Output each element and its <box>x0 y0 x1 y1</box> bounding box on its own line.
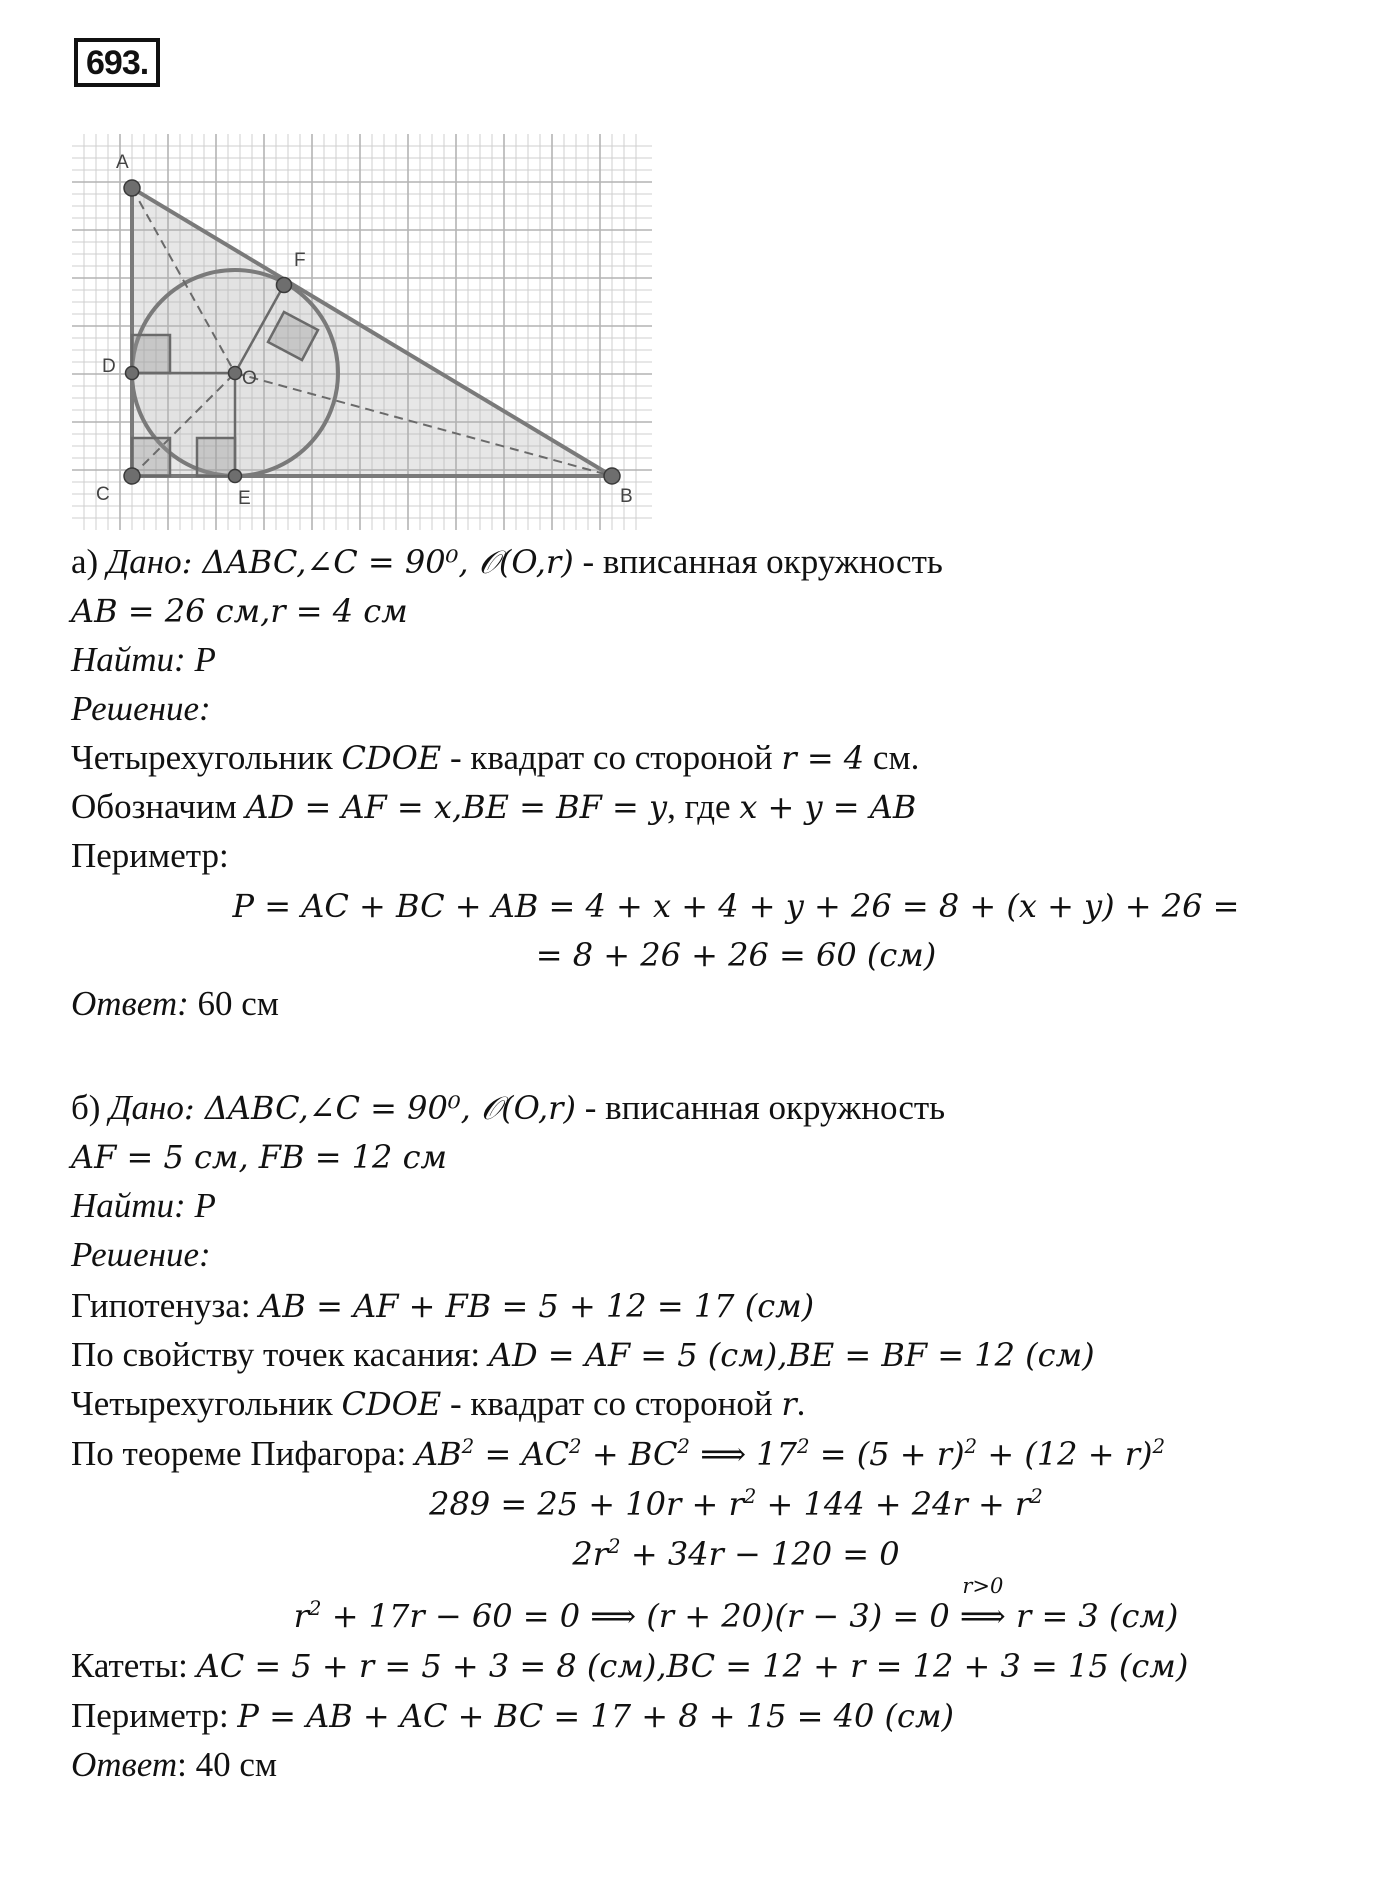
part-b-pythagoras <box>71 1432 1165 1476</box>
given-label: Дано <box>106 542 182 581</box>
part-b-find: Найти: P <box>71 1186 216 1225</box>
point-a <box>124 180 140 196</box>
answer-value: 60 см <box>188 984 279 1023</box>
answer-label: Ответ <box>71 1745 178 1784</box>
pyth-f: + (12 + r) <box>977 1435 1153 1473</box>
part-a-perimeter-label: Периметр: <box>71 836 229 875</box>
per-math: P = AB + AC + BC = 17 + 8 + 15 = 40 (см) <box>237 1697 954 1735</box>
implies-arrow: ⟹ <box>959 1597 1006 1635</box>
quad-text: Четырехугольник <box>71 1384 342 1423</box>
line2-math2: x + y = AB <box>739 788 917 826</box>
pyth-a: AB <box>415 1435 462 1473</box>
part-b-data: AF = 5 см, FB = 12 см <box>71 1138 448 1176</box>
part-b-hypotenuse <box>71 1284 814 1328</box>
label-a: A <box>116 152 129 173</box>
line1-math2: r = 4 <box>781 739 865 777</box>
tangent-text: По свойству точек касания: <box>71 1335 489 1374</box>
given-math: : ΔABC,∠C = 90⁰, 𝒪(O,r) <box>183 1089 576 1127</box>
condition: r>0 <box>962 1574 1004 1598</box>
part-b-eq1 <box>71 1482 1400 1526</box>
line1-end: см. <box>864 738 920 777</box>
answer-value: : 40 см <box>177 1745 278 1784</box>
legs-text: Катеты: <box>71 1646 197 1685</box>
part-a-formula2: = 8 + 26 + 26 = 60 (см) <box>535 936 937 974</box>
line1-rest: - квадрат со стороной <box>441 738 782 777</box>
point-f <box>277 278 292 293</box>
problem-number: 693. <box>74 38 160 87</box>
part-b-eq2 <box>71 1532 1400 1576</box>
line2-text: Обозначим <box>71 787 246 826</box>
pyth-d: ⟹ 17 <box>690 1435 797 1473</box>
point-o <box>229 367 242 380</box>
given-math: : ΔABC,∠C = 90⁰, 𝒪(O,r) <box>181 543 574 581</box>
exp: 2 <box>796 1435 810 1459</box>
part-b-legs <box>71 1644 1188 1688</box>
part-a-prefix: а) <box>71 542 107 581</box>
label-o: O <box>242 368 257 389</box>
part-a-find: Найти: P <box>71 640 216 679</box>
line1-text: Четырехугольник <box>71 738 342 777</box>
answer-label: Ответ: <box>71 984 189 1023</box>
part-a-formula1: P = AC + BC + AB = 4 + x + 4 + y + 26 = 8 + (x + y) + 26 = <box>232 887 1240 925</box>
given-label: Дано <box>109 1088 184 1127</box>
line1-math: CDOE <box>341 739 442 777</box>
tangent-math: AD = AF = 5 (см),BE = BF = 12 (см) <box>488 1336 1095 1374</box>
quad-end: . <box>796 1384 806 1423</box>
part-b-answer <box>71 1743 277 1787</box>
exp: 2 <box>608 1535 621 1559</box>
pyth-e: = (5 + r) <box>809 1435 965 1473</box>
part-b-tangent <box>71 1333 1095 1377</box>
label-c: C <box>96 484 110 505</box>
pyth-math <box>415 1435 1165 1473</box>
eq1-a: 289 = 25 + 10r + r <box>429 1485 744 1523</box>
legs-math: AC = 5 + r = 5 + 3 = 8 (см),BC = 12 + r = 12 + 3 = 15 (см) <box>196 1647 1189 1685</box>
pyth-c: + BC <box>581 1435 678 1473</box>
exp: 2 <box>743 1485 757 1509</box>
exp: 2 <box>677 1435 691 1459</box>
part-a-data: AB = 26 см,r = 4 см <box>71 592 408 630</box>
label-d: D <box>102 356 116 377</box>
quad-math: CDOE <box>341 1385 442 1423</box>
implies-with-condition <box>959 1574 1006 1638</box>
part-a-given <box>71 540 943 584</box>
part-a-line1 <box>71 736 919 780</box>
part-b-solution-label: Решение: <box>71 1235 211 1274</box>
eq3-a: r <box>293 1597 309 1635</box>
part-b-quad <box>71 1382 805 1426</box>
eq2-a: 2r <box>572 1535 609 1573</box>
exp: 2 <box>1030 1485 1043 1509</box>
hyp-math: AB = AF + FB = 5 + 12 = 17 (см) <box>259 1287 815 1325</box>
part-a-line2 <box>71 785 916 829</box>
part-b-perimeter <box>71 1694 954 1738</box>
label-b: B <box>620 486 633 507</box>
label-e: E <box>238 488 251 509</box>
per-text: Периметр: <box>71 1696 238 1735</box>
part-b-given <box>71 1086 945 1130</box>
point-e <box>229 470 242 483</box>
quad-math2: r <box>781 1385 797 1423</box>
eq3-c: r = 3 (см) <box>1005 1597 1179 1635</box>
eq3-b: + 17r − 60 = 0 ⟹ (r + 20)(r − 3) = 0 <box>321 1597 960 1635</box>
given-text: - вписанная окружность <box>573 542 943 581</box>
label-f: F <box>294 250 306 271</box>
part-b-prefix: б) <box>71 1088 110 1127</box>
line2-math: AD = AF = x,BE = BF = y <box>245 788 668 826</box>
part-a-solution-label: Решение: <box>71 689 211 728</box>
hyp-text: Гипотенуза: <box>71 1286 260 1325</box>
point-c <box>124 468 140 484</box>
eq1-b: + 144 + 24r + r <box>756 1485 1031 1523</box>
given-text: - вписанная окружность <box>575 1088 946 1127</box>
exp: 2 <box>308 1597 322 1621</box>
part-a-answer <box>71 982 279 1026</box>
point-b <box>604 468 620 484</box>
exp: 2 <box>461 1435 475 1459</box>
line2-mid: , где <box>667 787 740 826</box>
point-d <box>126 367 139 380</box>
exp: 2 <box>964 1435 978 1459</box>
quad-rest: - квадрат со стороной <box>441 1384 782 1423</box>
part-b-eq3 <box>71 1574 1400 1638</box>
pyth-text: По теореме Пифагора: <box>71 1434 416 1473</box>
eq2-b: + 34r − 120 = 0 <box>620 1535 900 1573</box>
triangle-figure <box>72 134 652 530</box>
exp: 2 <box>569 1435 582 1459</box>
pyth-b: = AC <box>474 1435 570 1473</box>
exp: 2 <box>1152 1435 1166 1459</box>
